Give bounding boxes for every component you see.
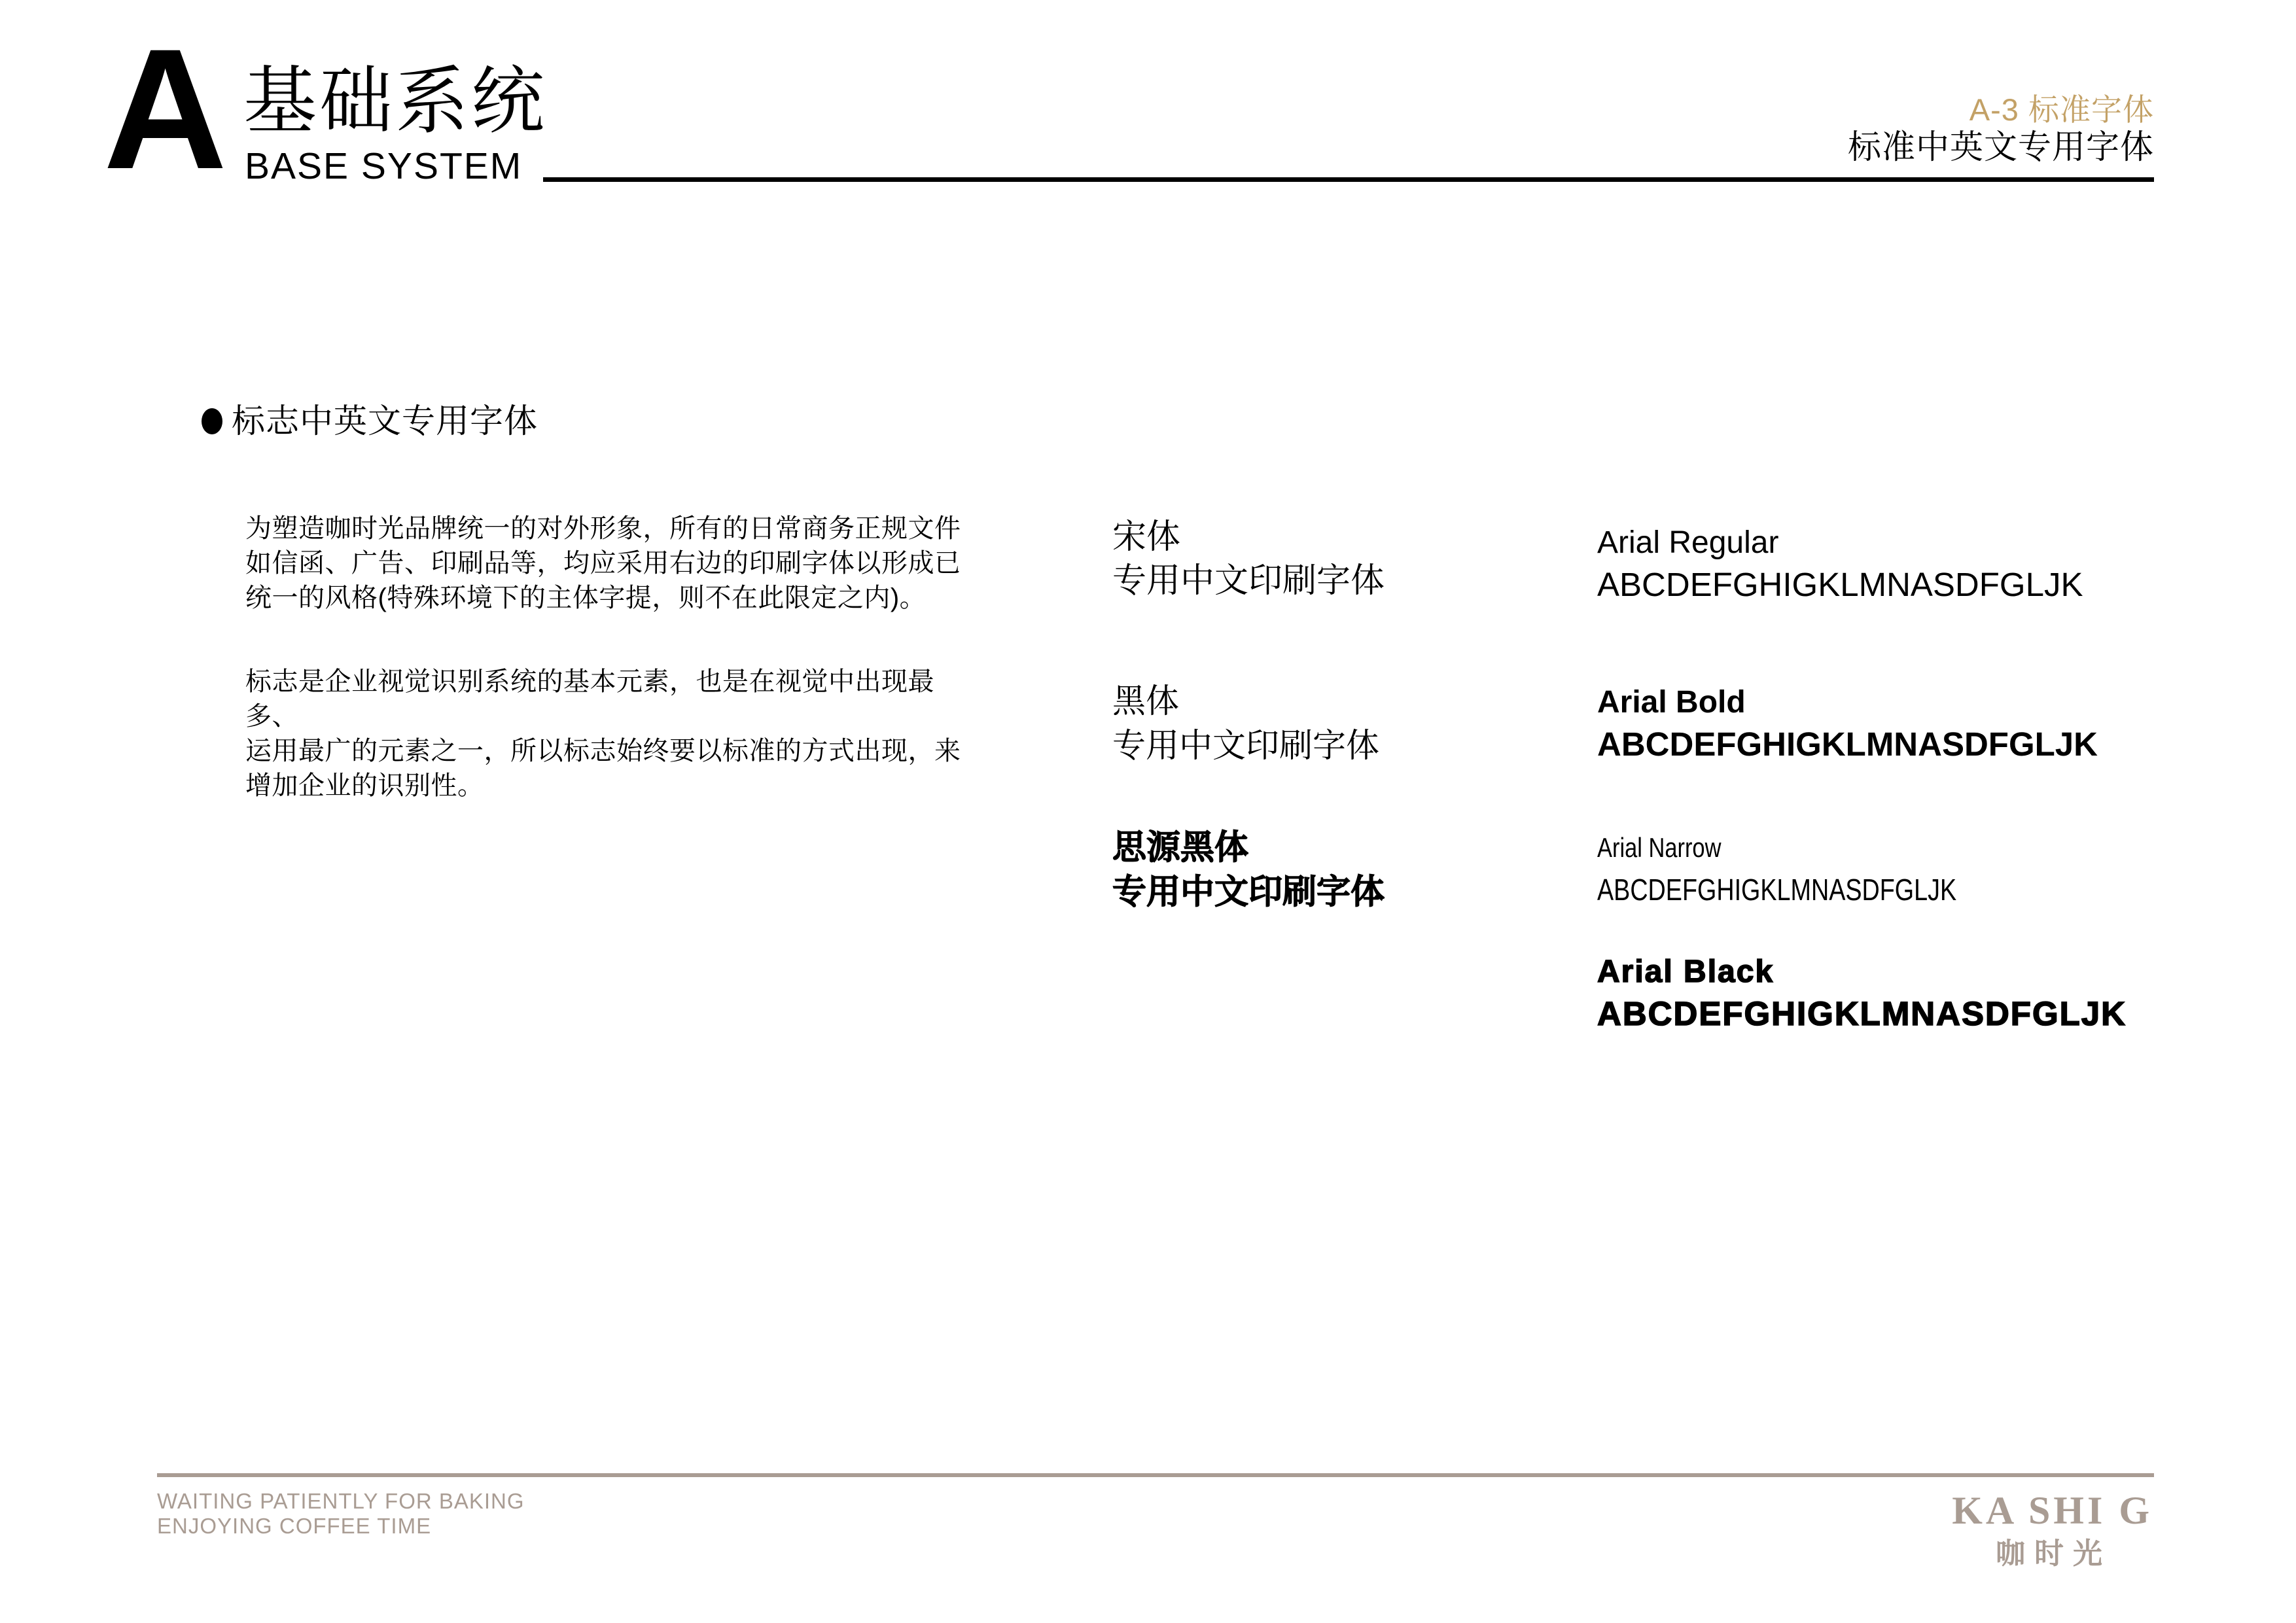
- cn-font-sample: 专用中文印刷字体: [1112, 873, 1385, 911]
- logo-note-paragraph: [245, 665, 978, 803]
- content-heading: 标志中英文专用字体: [232, 402, 539, 440]
- intro-line: 为塑造咖时光品牌统一的对外形象，所有的日常商务正规文件: [245, 514, 961, 543]
- intro-line: 如信函、广告、印刷品等，均应采用右边的印刷字体以形成已: [245, 549, 961, 578]
- bullet-icon: [202, 408, 222, 434]
- en-font-sample: [1597, 870, 2036, 909]
- footer-tagline: [157, 1489, 525, 1539]
- page-subtitle: 标准中英文专用字体: [1847, 128, 2154, 166]
- intro-line: 统一的风格(特殊环境下的主体字提，则不在此限定之内)。: [245, 584, 927, 612]
- logo-note-line: 标志是企业视觉识别系统的基本元素，也是在视觉中出现最多、: [245, 667, 934, 731]
- en-font-specimen-bold: [1597, 680, 2098, 764]
- cn-font-name: 黑体: [1112, 682, 1180, 720]
- cn-font-name: 思源黑体: [1112, 829, 1249, 867]
- brand-logo-cn: 咖时光: [1995, 1537, 2111, 1570]
- cn-font-specimen-hei: [1112, 679, 1379, 768]
- brand-logo-en: KA SHI G: [1952, 1489, 2153, 1532]
- cn-font-specimen-song: [1112, 515, 1385, 603]
- en-font-specimen-black: [1597, 950, 2127, 1034]
- cn-font-sample: 专用中文印刷字体: [1112, 563, 1385, 600]
- footer-tagline-line2: ENJOYING COFFEE TIME: [157, 1514, 432, 1538]
- cn-font-sample: 专用中文印刷字体: [1112, 727, 1380, 764]
- page-code: A-3 标准字体: [1969, 92, 2154, 127]
- section-title-cn: 基础系统: [243, 60, 547, 142]
- cn-font-name: 宋体: [1112, 519, 1181, 556]
- en-font-name: Arial Bold: [1597, 685, 1746, 720]
- intro-paragraph: [245, 512, 978, 616]
- cn-font-specimen-source-han: [1112, 826, 1385, 915]
- en-font-sample-text: ABCDEFGHIGKLMNASDFGLJK: [1597, 873, 1957, 907]
- logo-note-line: 运用最广的元素之一，所以标志始终要以标准的方式出现，来: [245, 737, 961, 765]
- en-font-sample: ABCDEFGHIGKLMNASDFGLJK: [1597, 566, 2083, 603]
- en-font-name: [1597, 826, 2036, 870]
- footer-divider: [157, 1473, 2154, 1477]
- en-font-specimen-narrow: [1597, 826, 2036, 909]
- en-font-name: Arial Regular: [1597, 525, 1779, 560]
- header-divider: [543, 177, 2154, 182]
- content-heading-row: [202, 404, 538, 438]
- section-title-en: BASE SYSTEM: [245, 145, 523, 187]
- en-font-name: Arial Black: [1597, 954, 1775, 989]
- logo-note-line: 增加企业的识别性。: [245, 771, 484, 800]
- en-font-name-text: Arial Narrow: [1597, 832, 1722, 863]
- en-font-specimen-regular: [1597, 521, 2083, 604]
- footer-tagline-line1: WAITING PATIENTLY FOR BAKING: [157, 1489, 525, 1513]
- en-font-sample: ABCDEFGHIGKLMNASDFGLJK: [1597, 995, 2127, 1032]
- section-letter: A: [103, 13, 225, 205]
- en-font-sample: ABCDEFGHIGKLMNASDFGLJK: [1597, 725, 2098, 763]
